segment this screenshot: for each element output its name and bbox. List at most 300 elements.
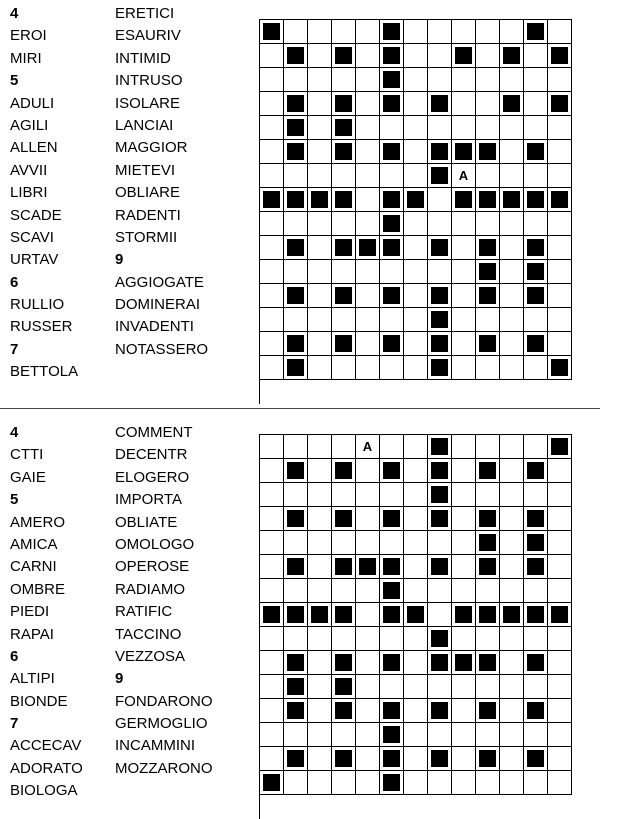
grid-cell[interactable]	[500, 20, 524, 44]
grid-cell[interactable]	[284, 308, 308, 332]
black-cell	[500, 44, 524, 68]
grid-cell[interactable]	[428, 603, 452, 627]
grid-cell[interactable]	[500, 308, 524, 332]
grid-cell[interactable]	[380, 116, 404, 140]
grid-cell[interactable]	[500, 579, 524, 603]
word-list-item: CARNI	[10, 558, 57, 576]
grid-cell[interactable]	[356, 140, 380, 164]
grid-cell[interactable]	[380, 483, 404, 507]
grid-cell[interactable]	[284, 260, 308, 284]
grid-cell[interactable]	[452, 579, 476, 603]
grid-cell[interactable]	[404, 651, 428, 675]
grid-cell[interactable]	[548, 116, 572, 140]
grid-cell[interactable]	[380, 627, 404, 651]
grid-cell[interactable]: A	[452, 164, 476, 188]
grid-cell[interactable]	[476, 20, 500, 44]
black-cell	[380, 68, 404, 92]
grid-cell[interactable]	[428, 579, 452, 603]
grid-cell[interactable]	[548, 483, 572, 507]
grid-cell[interactable]	[452, 627, 476, 651]
grid-cell[interactable]	[452, 212, 476, 236]
grid-cell[interactable]	[404, 579, 428, 603]
grid-cell[interactable]	[308, 68, 332, 92]
grid-cell[interactable]	[356, 116, 380, 140]
grid-cell[interactable]	[308, 651, 332, 675]
grid-cell[interactable]	[404, 627, 428, 651]
grid-cell[interactable]	[452, 435, 476, 459]
grid-cell[interactable]	[260, 212, 284, 236]
grid-cell[interactable]	[404, 555, 428, 579]
grid-cell[interactable]	[548, 212, 572, 236]
grid-cell[interactable]	[356, 723, 380, 747]
grid-cell[interactable]	[524, 164, 548, 188]
grid-cell[interactable]	[308, 483, 332, 507]
grid-cell[interactable]	[404, 435, 428, 459]
grid-cell[interactable]	[260, 699, 284, 723]
grid-cell[interactable]	[476, 44, 500, 68]
grid-cell[interactable]	[404, 20, 428, 44]
grid-cell[interactable]	[308, 531, 332, 555]
grid-cell[interactable]	[260, 92, 284, 116]
grid-cell[interactable]	[356, 68, 380, 92]
grid-cell[interactable]	[404, 356, 428, 380]
grid-cell[interactable]	[380, 164, 404, 188]
grid-cell[interactable]	[452, 92, 476, 116]
grid-cell[interactable]	[548, 459, 572, 483]
grid-cell[interactable]	[500, 627, 524, 651]
grid-cell[interactable]	[548, 531, 572, 555]
black-cell	[332, 332, 356, 356]
grid-cell[interactable]	[260, 483, 284, 507]
grid-cell[interactable]	[260, 236, 284, 260]
black-cell	[476, 284, 500, 308]
grid-cell[interactable]	[452, 68, 476, 92]
grid-cell[interactable]	[332, 627, 356, 651]
grid-cell[interactable]	[500, 699, 524, 723]
grid-cell[interactable]	[452, 771, 476, 795]
grid-cell[interactable]	[476, 164, 500, 188]
grid-cell[interactable]	[380, 260, 404, 284]
grid-cell[interactable]	[260, 44, 284, 68]
grid-cell[interactable]	[308, 675, 332, 699]
grid-cell[interactable]	[380, 356, 404, 380]
grid-cell[interactable]	[308, 212, 332, 236]
grid-cell[interactable]	[404, 531, 428, 555]
grid-cell[interactable]	[548, 284, 572, 308]
grid-cell[interactable]	[524, 356, 548, 380]
black-cell	[380, 236, 404, 260]
grid-cell[interactable]	[332, 68, 356, 92]
grid-cell[interactable]	[404, 284, 428, 308]
grid-cell[interactable]	[524, 308, 548, 332]
grid-cell[interactable]	[308, 308, 332, 332]
grid-cell[interactable]	[476, 116, 500, 140]
grid-cell[interactable]	[476, 435, 500, 459]
grid-cell[interactable]	[500, 507, 524, 531]
grid-cell[interactable]	[500, 236, 524, 260]
grid-cell[interactable]	[404, 68, 428, 92]
grid-cell[interactable]	[428, 212, 452, 236]
black-cell	[476, 555, 500, 579]
grid-cell[interactable]	[452, 675, 476, 699]
grid-cell[interactable]	[356, 507, 380, 531]
grid-cell[interactable]	[260, 284, 284, 308]
grid-cell[interactable]	[260, 555, 284, 579]
grid-cell[interactable]	[332, 308, 356, 332]
grid-cell[interactable]	[452, 332, 476, 356]
grid-cell[interactable]	[380, 675, 404, 699]
grid-cell[interactable]	[476, 771, 500, 795]
grid-cell[interactable]	[380, 531, 404, 555]
grid-cell[interactable]	[284, 579, 308, 603]
grid-cell[interactable]	[404, 771, 428, 795]
grid-cell[interactable]	[500, 771, 524, 795]
grid-cell[interactable]	[548, 236, 572, 260]
word-length-header: 6	[10, 647, 19, 665]
black-cell	[356, 555, 380, 579]
grid-cell[interactable]	[428, 116, 452, 140]
grid-cell[interactable]	[356, 356, 380, 380]
grid-cell[interactable]	[356, 483, 380, 507]
grid-cell[interactable]	[356, 332, 380, 356]
grid-cell[interactable]	[356, 260, 380, 284]
word-list-item: DOMINERAI	[115, 296, 201, 314]
grid-cell[interactable]	[260, 308, 284, 332]
grid-cell[interactable]	[524, 579, 548, 603]
grid-cell[interactable]	[356, 627, 380, 651]
grid-cell[interactable]	[452, 699, 476, 723]
grid-cell[interactable]	[452, 483, 476, 507]
grid-cell[interactable]	[308, 260, 332, 284]
grid-cell[interactable]	[356, 308, 380, 332]
grid-cell[interactable]	[452, 747, 476, 771]
grid-cell[interactable]	[356, 531, 380, 555]
grid-cell[interactable]	[524, 435, 548, 459]
grid-cell[interactable]	[308, 332, 332, 356]
grid-cell[interactable]	[356, 284, 380, 308]
word-length-header: 9	[115, 251, 124, 269]
grid-cell[interactable]	[308, 164, 332, 188]
grid-cell[interactable]	[428, 260, 452, 284]
black-cell	[260, 603, 284, 627]
grid-cell[interactable]	[548, 771, 572, 795]
grid-cell[interactable]	[260, 507, 284, 531]
grid-cell[interactable]	[476, 483, 500, 507]
grid-cell[interactable]	[260, 723, 284, 747]
grid-cell[interactable]	[524, 44, 548, 68]
grid-cell[interactable]	[452, 555, 476, 579]
grid-cell[interactable]	[428, 675, 452, 699]
grid-cell[interactable]	[452, 236, 476, 260]
grid-cell[interactable]	[452, 531, 476, 555]
grid-cell[interactable]	[380, 308, 404, 332]
grid-cell[interactable]	[452, 260, 476, 284]
black-cell	[548, 92, 572, 116]
grid-cell[interactable]	[260, 332, 284, 356]
grid-cell[interactable]	[308, 435, 332, 459]
grid-cell[interactable]	[476, 675, 500, 699]
grid-cell[interactable]	[404, 308, 428, 332]
grid-cell[interactable]	[308, 723, 332, 747]
word-list-item: ELOGERO	[115, 468, 190, 486]
grid-cell[interactable]	[260, 579, 284, 603]
grid-cell[interactable]	[548, 260, 572, 284]
grid-cell[interactable]	[260, 140, 284, 164]
grid-cell[interactable]	[284, 723, 308, 747]
grid-cell[interactable]	[308, 507, 332, 531]
grid-cell[interactable]	[404, 723, 428, 747]
grid-cell[interactable]	[332, 435, 356, 459]
grid-cell[interactable]	[500, 723, 524, 747]
word-length-header: 4	[10, 424, 19, 441]
grid-cell[interactable]	[524, 771, 548, 795]
grid-cell[interactable]	[500, 555, 524, 579]
grid-cell[interactable]	[260, 675, 284, 699]
grid-cell[interactable]	[308, 747, 332, 771]
grid-cell[interactable]	[452, 20, 476, 44]
grid-cell[interactable]	[356, 164, 380, 188]
grid-cell[interactable]	[356, 675, 380, 699]
grid-cell[interactable]	[404, 483, 428, 507]
grid-cell[interactable]	[548, 723, 572, 747]
word-list-item: LIBRI	[10, 184, 48, 202]
black-cell	[380, 747, 404, 771]
grid-cell[interactable]	[428, 188, 452, 212]
grid-cell[interactable]	[260, 68, 284, 92]
grid-cell[interactable]	[476, 356, 500, 380]
grid-cell[interactable]	[548, 627, 572, 651]
grid-cell[interactable]	[308, 284, 332, 308]
grid-cell[interactable]	[284, 212, 308, 236]
grid-cell[interactable]	[404, 507, 428, 531]
grid-cell[interactable]	[404, 236, 428, 260]
grid-cell[interactable]	[476, 579, 500, 603]
grid-cell[interactable]	[476, 92, 500, 116]
grid-cell[interactable]	[356, 699, 380, 723]
grid-cell[interactable]	[524, 627, 548, 651]
grid-cell[interactable]	[404, 459, 428, 483]
grid-cell[interactable]	[428, 771, 452, 795]
grid-cell[interactable]	[404, 260, 428, 284]
grid-cell[interactable]	[308, 627, 332, 651]
grid-cell[interactable]	[308, 555, 332, 579]
grid-cell[interactable]	[452, 116, 476, 140]
black-cell	[332, 507, 356, 531]
grid-cell[interactable]: A	[356, 435, 380, 459]
grid-cell[interactable]	[308, 356, 332, 380]
grid-cell[interactable]	[308, 699, 332, 723]
grid-cell[interactable]	[404, 116, 428, 140]
grid-cell[interactable]	[332, 212, 356, 236]
grid-cell[interactable]	[500, 284, 524, 308]
grid-cell[interactable]	[500, 459, 524, 483]
black-cell	[380, 188, 404, 212]
grid-cell[interactable]	[476, 212, 500, 236]
grid-cell[interactable]	[260, 627, 284, 651]
grid-cell[interactable]	[356, 92, 380, 116]
grid-cell[interactable]	[548, 651, 572, 675]
grid-cell[interactable]	[548, 699, 572, 723]
grid-cell[interactable]	[548, 507, 572, 531]
grid-cell[interactable]	[356, 651, 380, 675]
grid-cell[interactable]	[524, 675, 548, 699]
black-cell	[500, 603, 524, 627]
grid-cell[interactable]	[548, 555, 572, 579]
grid-cell[interactable]	[524, 723, 548, 747]
grid-cell[interactable]	[332, 260, 356, 284]
grid-cell[interactable]	[404, 164, 428, 188]
grid-cell[interactable]	[548, 308, 572, 332]
grid-cell[interactable]	[500, 531, 524, 555]
grid-cell[interactable]	[548, 675, 572, 699]
grid-cell[interactable]	[404, 332, 428, 356]
grid-cell[interactable]	[500, 356, 524, 380]
grid-cell[interactable]	[500, 747, 524, 771]
grid-cell[interactable]	[428, 44, 452, 68]
grid-cell[interactable]	[428, 20, 452, 44]
word-list-column-2	[115, 3, 208, 361]
grid-cell[interactable]	[404, 140, 428, 164]
grid-cell[interactable]	[284, 68, 308, 92]
grid-cell[interactable]	[260, 747, 284, 771]
grid-cell[interactable]	[500, 260, 524, 284]
grid-cell[interactable]	[500, 435, 524, 459]
grid-cell[interactable]	[428, 723, 452, 747]
grid-cell[interactable]	[404, 44, 428, 68]
grid-cell[interactable]	[308, 116, 332, 140]
grid-cell[interactable]	[260, 164, 284, 188]
grid-cell[interactable]	[356, 747, 380, 771]
grid-cell[interactable]	[404, 92, 428, 116]
grid-cell[interactable]	[356, 212, 380, 236]
grid-cell[interactable]	[284, 483, 308, 507]
grid-cell[interactable]	[428, 531, 452, 555]
grid-cell[interactable]	[260, 531, 284, 555]
grid-cell[interactable]	[500, 651, 524, 675]
grid-cell[interactable]	[452, 507, 476, 531]
grid-cell[interactable]	[284, 164, 308, 188]
grid-cell[interactable]	[548, 747, 572, 771]
grid-cell[interactable]	[284, 20, 308, 44]
black-cell	[500, 188, 524, 212]
grid-cell[interactable]	[548, 68, 572, 92]
grid-cell[interactable]	[356, 20, 380, 44]
grid-cell[interactable]	[524, 68, 548, 92]
grid-cell[interactable]	[380, 435, 404, 459]
grid-cell[interactable]	[452, 308, 476, 332]
grid-cell[interactable]	[308, 579, 332, 603]
black-cell	[428, 459, 452, 483]
grid-cell[interactable]	[284, 771, 308, 795]
grid-cell[interactable]	[500, 116, 524, 140]
grid-cell[interactable]	[548, 140, 572, 164]
grid-cell[interactable]	[356, 459, 380, 483]
grid-cell[interactable]	[356, 603, 380, 627]
grid-cell[interactable]	[404, 675, 428, 699]
grid-cell[interactable]	[548, 20, 572, 44]
grid-cell[interactable]	[452, 356, 476, 380]
grid-cell[interactable]	[500, 675, 524, 699]
grid-cell[interactable]	[332, 483, 356, 507]
grid-cell[interactable]	[332, 164, 356, 188]
black-cell	[332, 284, 356, 308]
grid-cell[interactable]	[404, 699, 428, 723]
grid-cell[interactable]	[308, 20, 332, 44]
grid-cell[interactable]	[356, 188, 380, 212]
grid-cell[interactable]	[260, 356, 284, 380]
grid-cell[interactable]	[260, 435, 284, 459]
crossword-grid	[259, 434, 572, 819]
grid-cell[interactable]	[476, 68, 500, 92]
grid-cell[interactable]	[476, 627, 500, 651]
grid-cell[interactable]	[476, 723, 500, 747]
grid-cell[interactable]	[548, 579, 572, 603]
grid-cell[interactable]	[260, 651, 284, 675]
grid-cell[interactable]	[548, 164, 572, 188]
grid-cell[interactable]	[308, 44, 332, 68]
grid-cell[interactable]	[500, 212, 524, 236]
grid-cell[interactable]	[308, 459, 332, 483]
black-cell	[476, 507, 500, 531]
grid-cell[interactable]	[500, 68, 524, 92]
grid-cell[interactable]	[308, 92, 332, 116]
grid-cell[interactable]	[260, 116, 284, 140]
grid-cell[interactable]	[332, 531, 356, 555]
grid-cell[interactable]	[332, 356, 356, 380]
grid-cell[interactable]	[428, 68, 452, 92]
grid-cell[interactable]	[356, 579, 380, 603]
grid-cell[interactable]	[284, 435, 308, 459]
grid-cell[interactable]	[524, 92, 548, 116]
grid-cell[interactable]	[524, 116, 548, 140]
grid-cell[interactable]	[548, 332, 572, 356]
grid-cell[interactable]	[308, 140, 332, 164]
grid-cell[interactable]	[500, 164, 524, 188]
grid-cell[interactable]	[308, 771, 332, 795]
grid-cell[interactable]	[524, 212, 548, 236]
grid-cell[interactable]	[500, 140, 524, 164]
grid-cell[interactable]	[452, 284, 476, 308]
grid-cell[interactable]	[260, 260, 284, 284]
grid-cell[interactable]	[260, 459, 284, 483]
grid-cell[interactable]	[284, 531, 308, 555]
grid-cell[interactable]	[500, 332, 524, 356]
word-list-item: DECENTR	[115, 446, 188, 464]
grid-cell[interactable]	[284, 627, 308, 651]
word-list-item: AMERO	[10, 513, 66, 531]
black-cell	[524, 284, 548, 308]
word-list-item: ALLEN	[10, 139, 58, 157]
grid-cell[interactable]	[524, 483, 548, 507]
grid-cell[interactable]	[332, 771, 356, 795]
grid-cell[interactable]	[332, 20, 356, 44]
grid-cell[interactable]	[476, 308, 500, 332]
grid-cell[interactable]	[332, 723, 356, 747]
grid-cell[interactable]	[308, 236, 332, 260]
grid-cell[interactable]	[332, 579, 356, 603]
grid-cell[interactable]	[404, 747, 428, 771]
black-cell	[452, 44, 476, 68]
grid-cell[interactable]	[452, 459, 476, 483]
grid-cell[interactable]	[356, 44, 380, 68]
grid-cell[interactable]	[356, 771, 380, 795]
word-list-item: ERETICI	[115, 5, 175, 22]
word-list-item: URTAV	[10, 251, 59, 269]
word-length-header: 5	[10, 72, 19, 90]
grid-cell[interactable]	[404, 212, 428, 236]
grid-cell[interactable]	[452, 723, 476, 747]
grid-cell[interactable]	[500, 483, 524, 507]
